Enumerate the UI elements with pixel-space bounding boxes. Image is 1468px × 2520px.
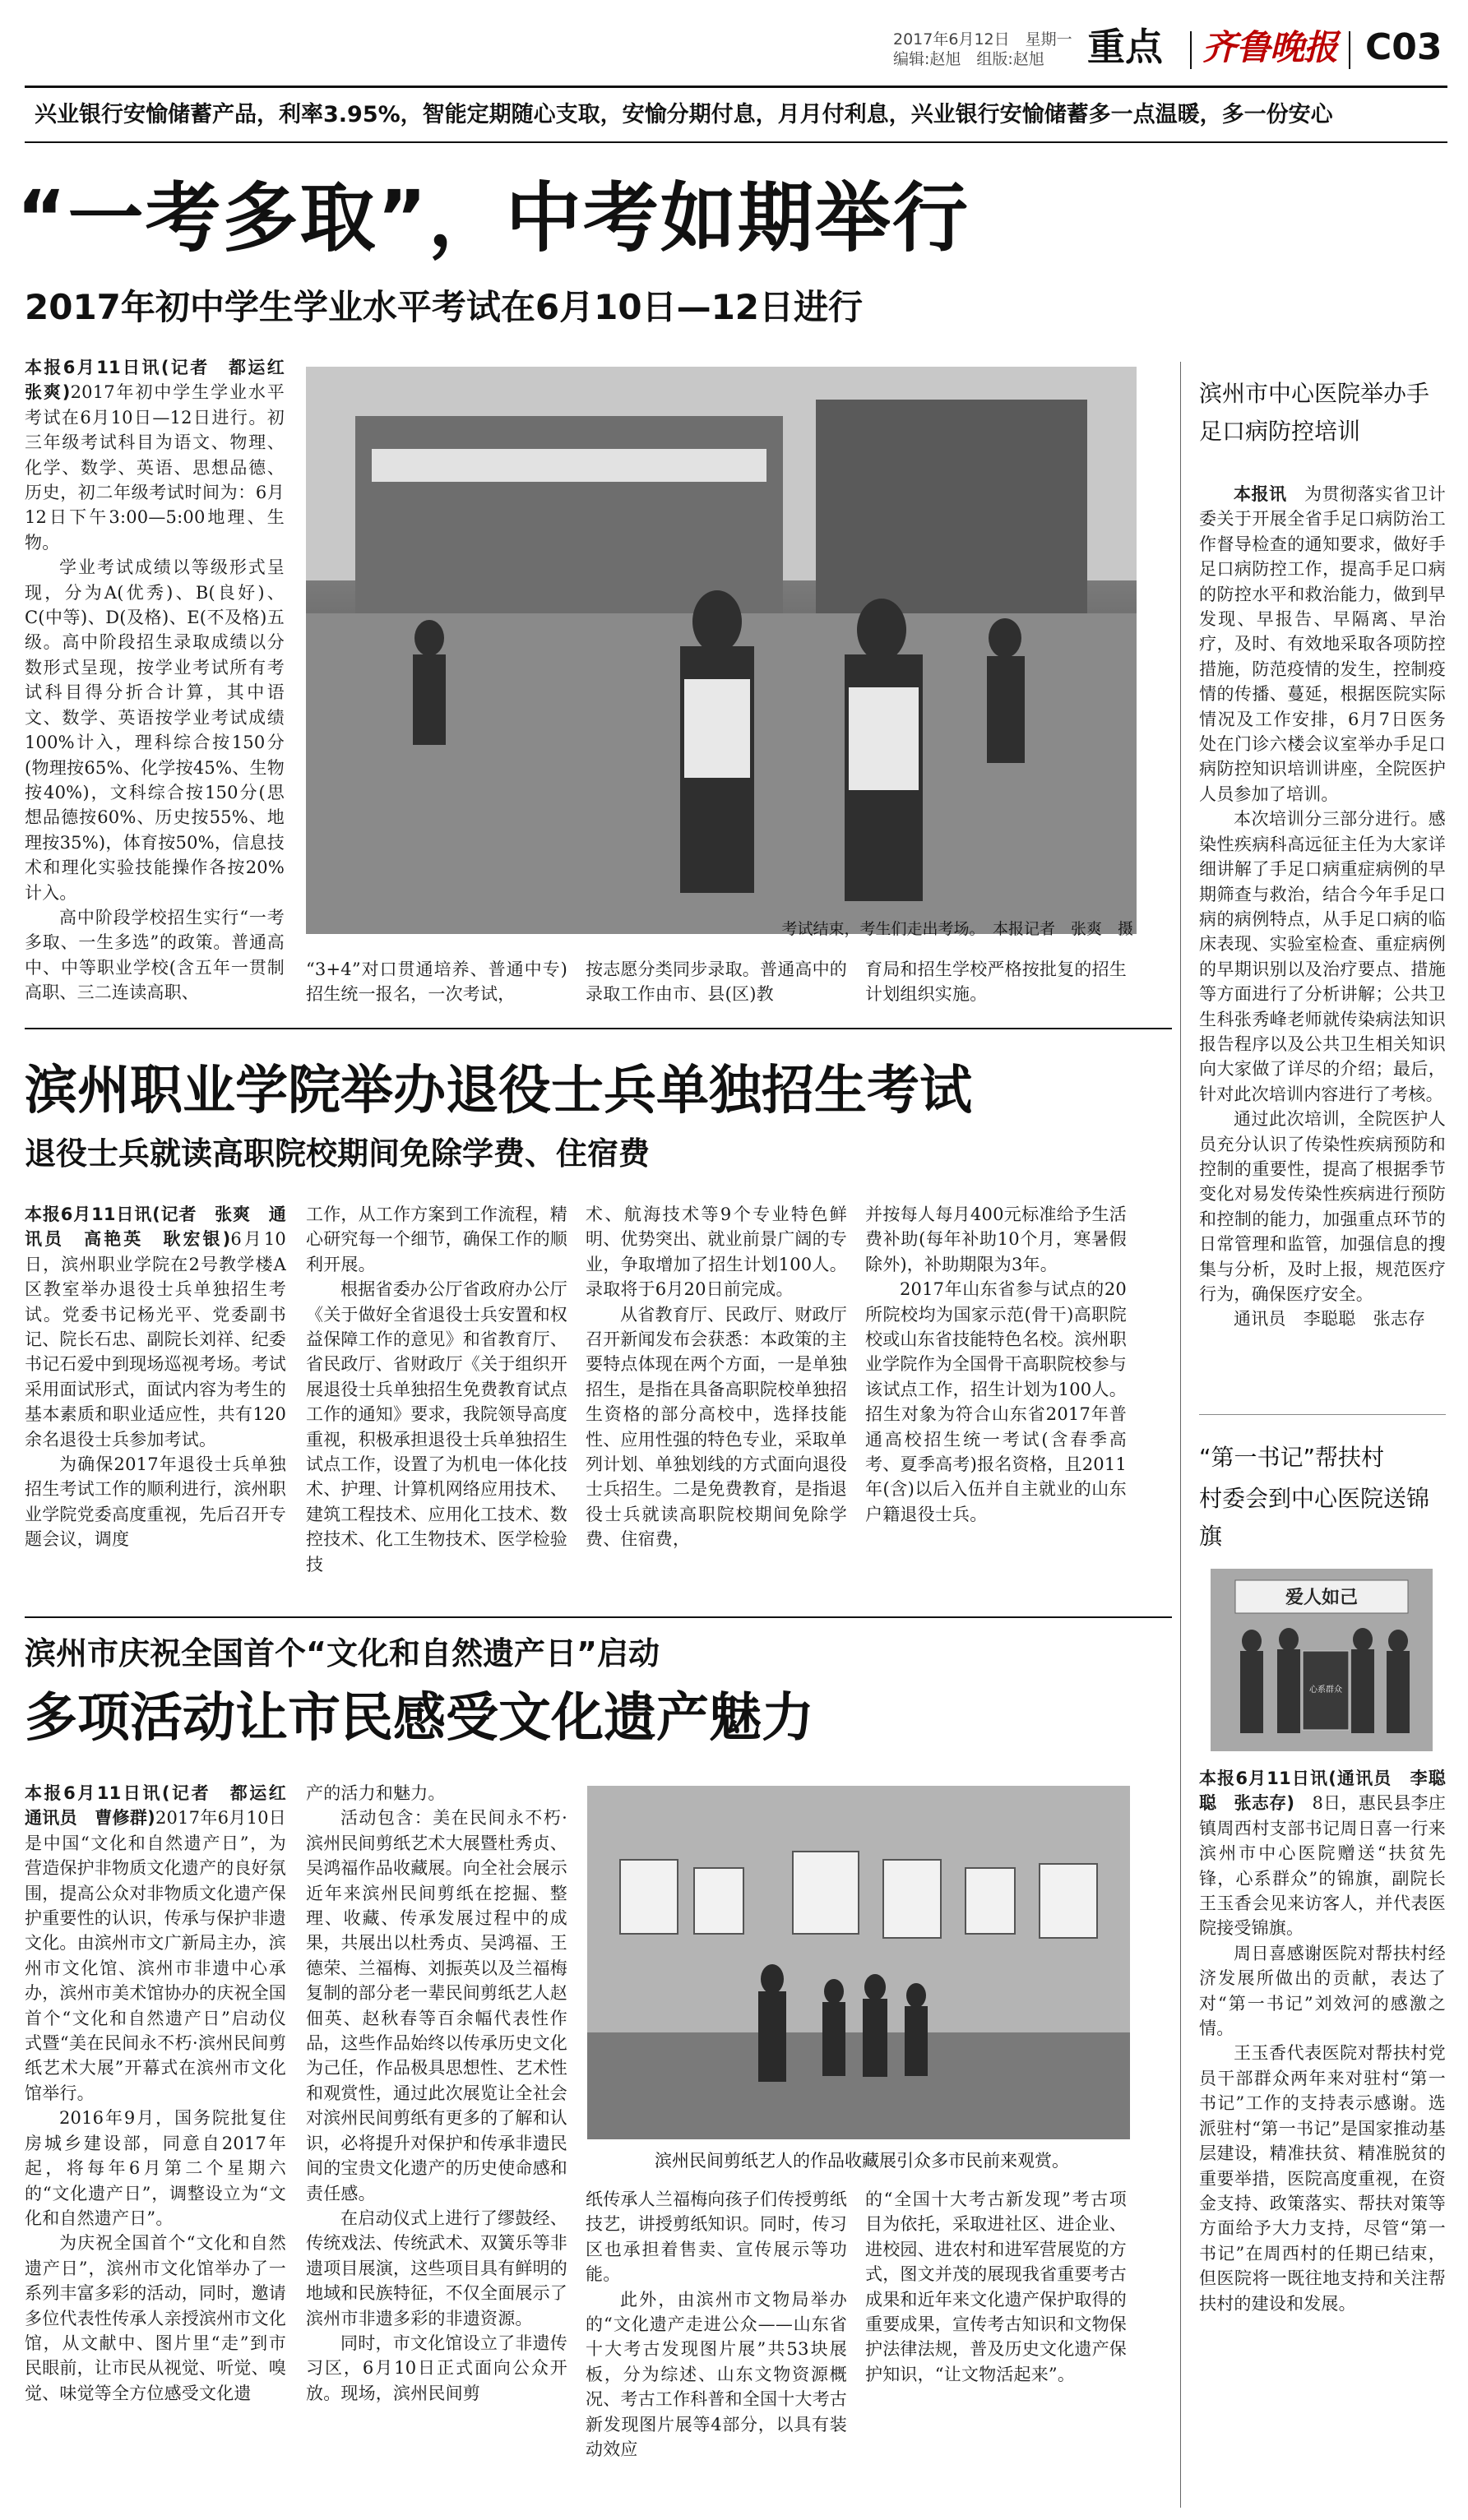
- exam-photo-illustration: [306, 367, 1137, 934]
- story1-lead: 本报6月11日讯(记者 都运红 张爽): [25, 358, 303, 403]
- side1-body: [1199, 482, 1446, 1403]
- header-date: 2017年6月12日 星期一: [893, 30, 1072, 49]
- story2-subhead: 退役士兵就读高职院校期间免除学费、住宿费: [25, 1135, 651, 1172]
- story1-text: 育局和招生学校严格按批复的招生计划组织实施。: [865, 959, 1127, 1005]
- exhibition-photo: [587, 1786, 1130, 2139]
- story2-text: 6月10日，滨州职业学院在2号教学楼A区教室举办退役士兵单独招生考试。党委书记杨光平、党委副书记、院长石忠、副院长刘祥、纪委书记石爱中到现场巡视考场。考试采用面试形式，面试内容为考生的基本素质和职业适应性，共有120余名退役士兵参加考试。: [25, 1229, 286, 1450]
- story1-photo-caption: 考试结束，考生们走出考场。 本报记者 张爽 摄: [781, 920, 1133, 938]
- story3-col4: [865, 2187, 1127, 2509]
- banner-photo: [1211, 1569, 1433, 1751]
- story3-col2: [306, 1781, 567, 2508]
- header-dateline: [893, 30, 1082, 69]
- story3-text: 2017年6月10日是中国“文化和自然遗产日”，为营造保护非物质文化遗产的良好氛围，提高公众对非物质文化遗产保护重要性的认识，传承与保护非遗文化。由滨州市文广新局主办，滨州市文化馆、滨州市非遗中心承办，滨州市美术馆协办的庆祝全国首个“文化和自然遗产日”启动仪式暨“美在民间永不朽·滨州民间剪纸艺术大展”开幕式在滨州市文化馆举行。: [25, 1808, 286, 2103]
- header-divider: [1190, 31, 1192, 69]
- top-rule: [25, 86, 1447, 88]
- story2-col2: [306, 1202, 567, 1607]
- side1-lead: 本报讯: [1234, 484, 1287, 504]
- story2-headline: 滨州职业学院举办退役士兵单独招生考试: [25, 1061, 972, 1121]
- story2-text: 从省教育厅、民政厅、财政厅召开新闻发布会获悉：本政策的主要特点体现在两个方面，一是单独招生，是指在具备高职院校单独招生资格的部分高校中，选择技能性、应用性强的特色专业，采取单列计划、单独划线的方式面向退役士兵招生。二是免费教育，是指退役士兵就读高职院校期间免除学费、住宿费，: [586, 1304, 847, 1550]
- side2-body: [1199, 1766, 1446, 2506]
- story3-text: 在启动仪式上进行了缪鼓经、传统戏法、传统武术、双簧乐等非遗项目展演，这些项目具有鲜明的地域和民族特征，不仅全面展示了滨州市非遗多彩的非遗资源。: [306, 2208, 567, 2328]
- side1-text: 为贯彻落实省卫计委关于开展全省手足口病防治工作督导检查的通知要求，做好手足口病防控工作，提高手足口病的防控水平和救治能力，做到早发现、早报告、早隔离、早治疗，及时、有效地采取各项防控措施，防范疫情的发生，控制疫情的传播、蔓延，根据医院实际情况及工作安排，6月7日医务处在门诊六楼会议室举办手足口病防控知识培训讲座，全院医护人员参加了培训。: [1199, 484, 1446, 804]
- sidebar-divider: [1180, 362, 1181, 2508]
- pennant-text: 心系群众: [1309, 1685, 1342, 1695]
- side2-text: 8日，惠民县李庄镇周西村支部书记周日喜一行来滨州市中心医院赠送“扶贫先锋，心系群众”的锦旗，副院长王玉香会见来访客人，并代表医院接受锦旗。: [1199, 1793, 1446, 1939]
- story2-col4: [865, 1202, 1127, 1607]
- story3-text: 活动包含：美在民间永不朽·滨州民间剪纸艺术大展暨杜秀贞、吴鸿福作品收藏展。向全社会展示近年来滨州民间剪纸在挖掘、整理、收藏、传承发展过程中的成果，共展出以杜秀贞、吴鸿福、王德荣、兰福梅、刘振英以及兰福梅复制的部分老一辈民间剪纸艺人赵佃英、赵秋春等百余幅代表性作品，这些作品始终以传承历史文化为己任，作品极具思想性、艺术性和观赏性，通过此次展览让全社会对滨州民间剪纸有更多的了解和认识，必将提升对保护和传承非遗民间的宝贵文化遗产的历史使命感和责任感。: [306, 1808, 567, 2203]
- story3-text: 的“全国十大考古新发现”考古项目为依托，采取进社区、进企业、进校园、进农村和进军营展览的方式，图文并茂的展现我省重要考古成果和近年来文化遗产保护取得的重要成果，宣传考古知识和文物保护法律法规，普及历史文化遗产保护知识，“让文物活起来”。: [865, 2189, 1127, 2384]
- story-divider: [25, 1028, 1172, 1029]
- story1-col1: [25, 355, 303, 1003]
- side1-text: 通过此次培训，全院医护人员充分认识了传染性疾病预防和控制的重要性，提高了根据季节变化对易发传染性疾病进行预防和控制的能力，加强重点环节的日常管理和监管，加强信息的搜集与分析，及时上报，规范医疗行为，确保医疗安全。: [1199, 1109, 1446, 1304]
- exhibition-photo-illustration: [587, 1786, 1130, 2139]
- story2-text: 术、航海技术等9个专业特色鲜明、优势突出、就业前景广阔的专业，争取增加了招生计划100人。录取将于6月20日前完成。: [586, 1205, 847, 1300]
- story1-text: “3+4”对口贯通培养、普通中专)招生统一报名，一次考试，: [306, 959, 567, 1005]
- story1-col3: [586, 957, 847, 1011]
- story3-text: 此外，由滨州市文物局举办的“文化遗产走进公众——山东省十大考古发现图片展”共53块展板，分为综述、山东文物资源概况、考古工作科普和全国十大考古新发现图片展等4部分，以具有装动效应: [586, 2289, 847, 2460]
- story2-text: 工作，从工作方案到工作流程，精心研究每一个细节，确保工作的顺利开展。: [306, 1205, 567, 1274]
- story3-col1: [25, 1781, 304, 2508]
- side2-text: 周日喜感谢医院对帮扶村经济发展所做出的贡献，表达了对“第一书记”刘效河的感激之情。: [1199, 1943, 1446, 2039]
- story3-col3: [586, 2187, 847, 2509]
- story1-text: 学业考试成绩以等级形式呈现，分为A(优秀)、B(良好)、C(中等)、D(及格)、E(不及格)五级。高中阶段招生录取成绩以分数形式呈现，按学业考试所有考试科目得分折合计算，其中语文、数学、英语按学业考试成绩100%计入，理科综合按150分(物理按65%、化学按45%、生物按40%)，文科综合按150分(思想品德按60%、历史按55%、地理按35%)，体育按50%，信息技术和理化实验技能操作各按20%计入。: [25, 557, 285, 903]
- story3-headline: 多项活动让市民感受文化遗产魅力: [25, 1688, 814, 1749]
- story1-text: 2017年初中学生学业水平考试在6月10日—12日进行。初三年级考试科目为语文、物理、化学、数学、英语、思想品德、历史，初二年级考试时间为：6月12日下午3:00—5:00地理、生物。: [25, 382, 285, 553]
- page-number: C03: [1365, 26, 1443, 68]
- header-editors: 编辑:赵旭 组版:赵旭: [893, 50, 1044, 68]
- story2-col3: [586, 1202, 847, 1607]
- side2-text: 王玉香代表医院对帮扶村党员干部群众两年来对驻村“第一书记”工作的支持表示感谢。选派驻村“第一书记”是国家推动基层建设，精准扶贫、精准脱贫的重要举措，医院高度重视，在资金支持、政策落实、帮扶对策等方面给予大力支持，尽管“第一书记”在周西村的任期已结束，但医院将一既往地支持和关注帮扶村的建设和发展。: [1199, 2043, 1446, 2314]
- story1-col4: [865, 957, 1127, 1011]
- newspaper-logo: 齐鲁晚报: [1202, 27, 1338, 67]
- story2-text: 并按每人每月400元标准给予生活费补助(每年补助10个月，寒暑假除外)，补助期限为3年。: [865, 1205, 1127, 1274]
- story2-text: 为确保2017年退役士兵单独招生考试工作的顺利进行，滨州职业学院党委高度重视，先后召开专题会议，调度: [25, 1454, 286, 1550]
- ad-banner: 兴业银行安愉储蓄产品，利率3.95%，智能定期随心支取，安愉分期付息，月月付利息，兴业银行安愉储蓄多一点温暖，多一份安心: [35, 102, 1333, 127]
- story3-kicker: 滨州市庆祝全国首个“文化和自然遗产日”启动: [25, 1635, 660, 1672]
- hospital-banner-text: 爱人如己: [1285, 1587, 1359, 1608]
- story1-text: 高中阶段学校招生实行“一考多取、一生多选”的政策。普通高中、中等职业学校(含五年一贯制高职、三二连读高职、: [25, 907, 285, 1003]
- story3-photo-caption: 滨州民间剪纸艺人的作品收藏展引众多市民前来观赏。: [655, 2151, 1069, 2171]
- story-divider: [25, 1616, 1172, 1618]
- banner-rule: [25, 141, 1447, 143]
- story2-lead: 本报6月11日讯(记者 张爽 通讯员 高艳英 耿宏银): [25, 1205, 286, 1250]
- banner-photo-illustration: [1211, 1569, 1433, 1751]
- exam-photo: [306, 367, 1137, 934]
- story1-headline: “一考多取”，中考如期举行: [16, 174, 970, 262]
- story1-subhead: 2017年初中学生学业水平考试在6月10日—12日进行: [25, 287, 864, 327]
- story3-lead: 本报6月11日讯(记者 都运红 通讯员 曹修群): [25, 1783, 304, 1829]
- side2-title-line1: “第一书记”帮扶村: [1199, 1444, 1385, 1471]
- header-divider: [1349, 31, 1350, 69]
- side1-text: 本次培训分三部分进行。感染性疾病科高远征主任为大家详细讲解了手足口病重症病例的早期筛查与救治，结合今年手足口病的病例特点，从手足口病的临床表现、实验室检查、重症病例的早期识别以及治疗要点、措施等方面进行了分析讲解；公共卫生科张秀峰老师就传染病法知识报告程序以及公共卫生相关知识向大家做了详尽的介绍；最后，针对此次培训内容进行了考核。: [1199, 809, 1446, 1104]
- story3-text: 为庆祝全国首个“文化和自然遗产日”，滨州市文化馆举办了一系列丰富多彩的活动，同时，邀请多位代表性传承人亲授滨州市文化馆，从文献中、图片里“走”到市民眼前，让市民从视觉、听觉、嗅觉、味觉等全方位感受文化遗: [25, 2233, 286, 2403]
- story2-text: 根据省委办公厅省政府办公厅《关于做好全省退役士兵安置和权益保障工作的意见》和省教育厅、省民政厅、省财政厅《关于组织开展退役士兵单独招生免费教育试点工作的通知》要求，我院领导高度重视，积极承担退役士兵单独招生试点工作，设置了为机电一体化技术、护理、计算机网络应用技术、建筑工程技术、应用化工技术、数控技术、化工生物技术、医学检验技: [306, 1279, 567, 1574]
- story3-text: 2016年9月，国务院批复住房城乡建设部，同意自2017年起，将每年6月第二个星期六的“文化遗产日”，调整设立为“文化和自然遗产日”。: [25, 2108, 287, 2228]
- story2-text: 2017年山东省参与试点的20所院校均为国家示范(骨干)高职院校或山东省技能特色名校。滨州职业学院作为全国骨干高职院校参与该试点工作，招生计划为100人。招生对象为符合山东省2017年普通高校招生统一考试(含春季高考、夏季高考)报名资格，且2011年(含)以后入伍并自主就业的山东户籍退役士兵。: [865, 1279, 1127, 1524]
- story3-text: 纸传承人兰福梅向孩子们传授剪纸技艺，讲授剪纸知识。同时，传习区也承担着售卖、宣传展示等功能。: [586, 2189, 847, 2285]
- side1-title: 滨州市中心医院举办手足口病防控培训: [1199, 380, 1430, 445]
- side2-lead: 本报6月11日讯(通讯员 李聪聪 张志存): [1199, 1769, 1446, 1814]
- story1-text: 按志愿分类同步录取。普通高中的录取工作由市、县(区)教: [586, 959, 847, 1005]
- side2-title-line2: 村委会到中心医院送锦旗: [1199, 1485, 1430, 1550]
- story2-col1: [25, 1202, 286, 1607]
- sidebar-divider-h: [1199, 1414, 1446, 1415]
- story1-col2: [306, 957, 567, 1011]
- side1-byline: 通讯员 李聪聪 张志存: [1234, 1309, 1426, 1329]
- story3-text: 同时，市文化馆设立了非遗传习区，6月10日正式面向公众开放。现场，滨州民间剪: [306, 2333, 567, 2403]
- section-label: 重点: [1087, 25, 1163, 69]
- story3-text: 产的活力和魅力。: [306, 1783, 446, 1803]
